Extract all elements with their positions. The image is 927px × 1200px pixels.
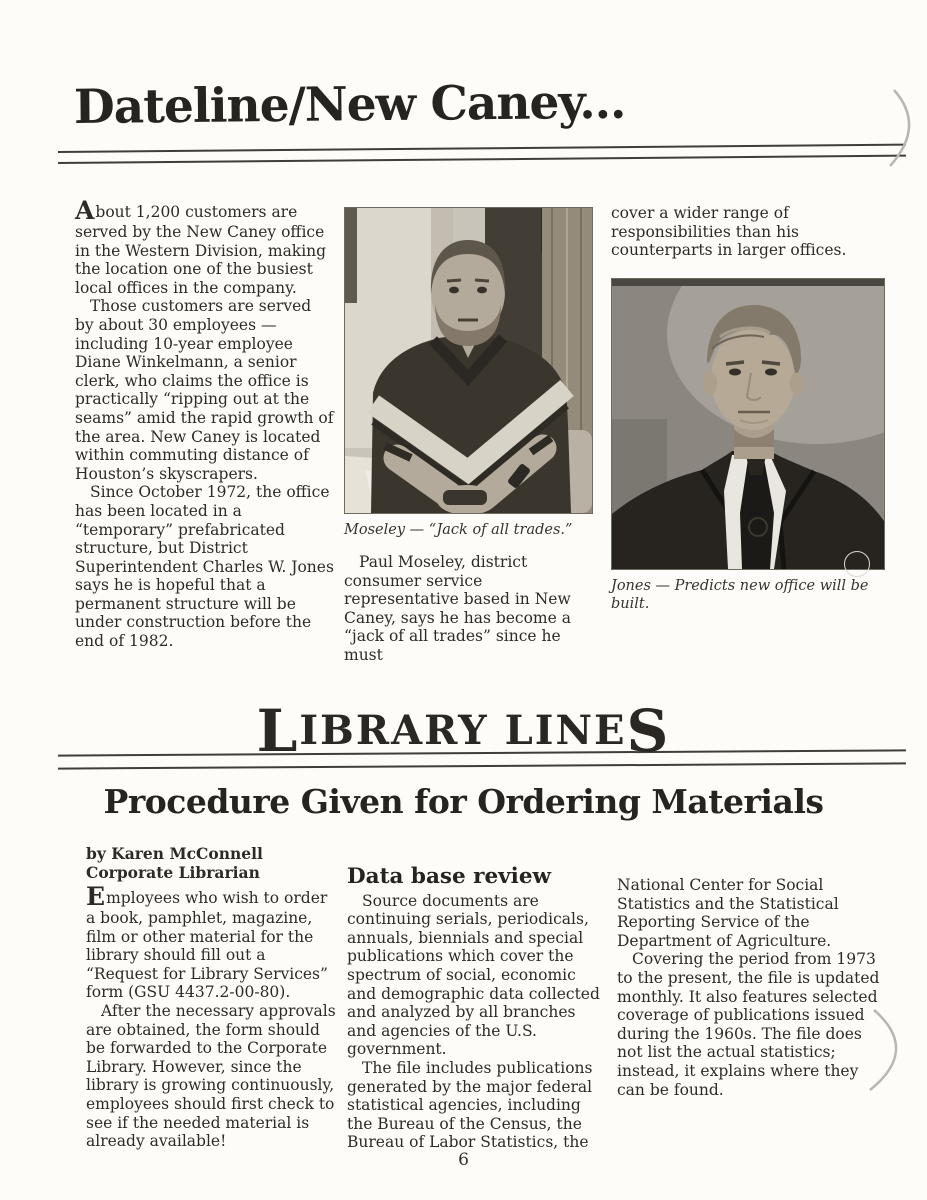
- byline-name: by Karen McConnell: [86, 844, 263, 863]
- drop-cap: E: [86, 882, 107, 911]
- page-title: Dateline/New Caney...: [73, 74, 626, 135]
- section-subhead: Data base review: [347, 864, 552, 889]
- dateline-column-2: [344, 207, 593, 665]
- dateline-column-1: [75, 198, 334, 651]
- library-paragraph: National Center for Social Statistics and the Statistical Reporting Service of the Department of Agriculture.: [617, 876, 839, 950]
- library-paragraph: Covering the period from 1973 to the present, the file is updated monthly. It also features selected coverage of publications issued during the 1960s. The file does not list the actual statistics; instead, it explains where they can be found.: [617, 950, 880, 1099]
- library-column-3: [617, 876, 884, 1099]
- library-paragraph: After the necessary approvals are obtained, the form should be forwarded to the Corporate Library. However, since the library is growing continuously, employees should first check to see if the needed material is already available!: [86, 1001, 336, 1151]
- dateline-paragraph: Paul Moseley, district consumer service representative based in New Caney, says he has become a “jack of all trades” since he must: [344, 553, 571, 664]
- dateline-paragraph: Those customers are served by about 30 employees — including 10-year employee Diane Winkelmann, a senior clerk, who claims the office is practically “ripping out at the seams” amid the rapid growth of the area. New Caney is located within commuting distance of Houston’s skyscrapers.: [75, 297, 334, 483]
- byline-role: Corporate Librarian: [86, 863, 260, 882]
- library-lines-banner: [0, 697, 927, 778]
- library-paragraph: The file includes publications generated by the major federal statistical agencies, including the Bureau of the Census, the Bureau of Labor Statistics, the: [347, 1058, 593, 1152]
- byline: [86, 844, 263, 882]
- library-column-1: [86, 884, 339, 1151]
- jones-photo: [611, 278, 885, 570]
- library-paragraph: Employees who wish to order a book, pamphlet, magazine, film or other material for the library should fill out a “Request for Library Services” form (GSU 4437.2-00-80).: [86, 882, 328, 1002]
- dateline-column-3: [611, 204, 885, 613]
- drop-cap: A: [75, 196, 96, 225]
- masthead-double-rule: [58, 144, 906, 164]
- banner-rule-bottom: [58, 762, 906, 769]
- jones-caption: Jones — Predicts new office will be built.: [611, 577, 869, 612]
- article-headline: Procedure Given for Ordering Materials: [103, 782, 824, 821]
- dateline-paragraph: cover a wider range of responsibilities than his counterparts in larger offices.: [611, 204, 847, 260]
- page-number: 6: [458, 1150, 469, 1170]
- moseley-photo: [344, 207, 593, 514]
- library-paragraph: Source documents are continuing serials, periodicals, annuals, biennials and special publications which cover the spectrum of social, economic and demographic data collected and analyzed by all branches and agencies of the U.S. government.: [347, 891, 600, 1059]
- banner-title: LIBRARY LINES: [256, 697, 671, 765]
- dateline-paragraph: Since October 1972, the office has been located in a “temporary” prefabricated structure, but District Superintendent Charles W. Jones says he is hopeful that a permanent structure will be under construction before the end of 1982.: [75, 483, 334, 651]
- dateline-paragraph: About 1,200 customers are served by the New Caney office in the Western Division, making the location one of the busiest local offices in the company.: [75, 196, 327, 297]
- moseley-caption: Moseley — “Jack of all trades.”: [344, 522, 573, 538]
- library-column-2: [347, 864, 603, 1152]
